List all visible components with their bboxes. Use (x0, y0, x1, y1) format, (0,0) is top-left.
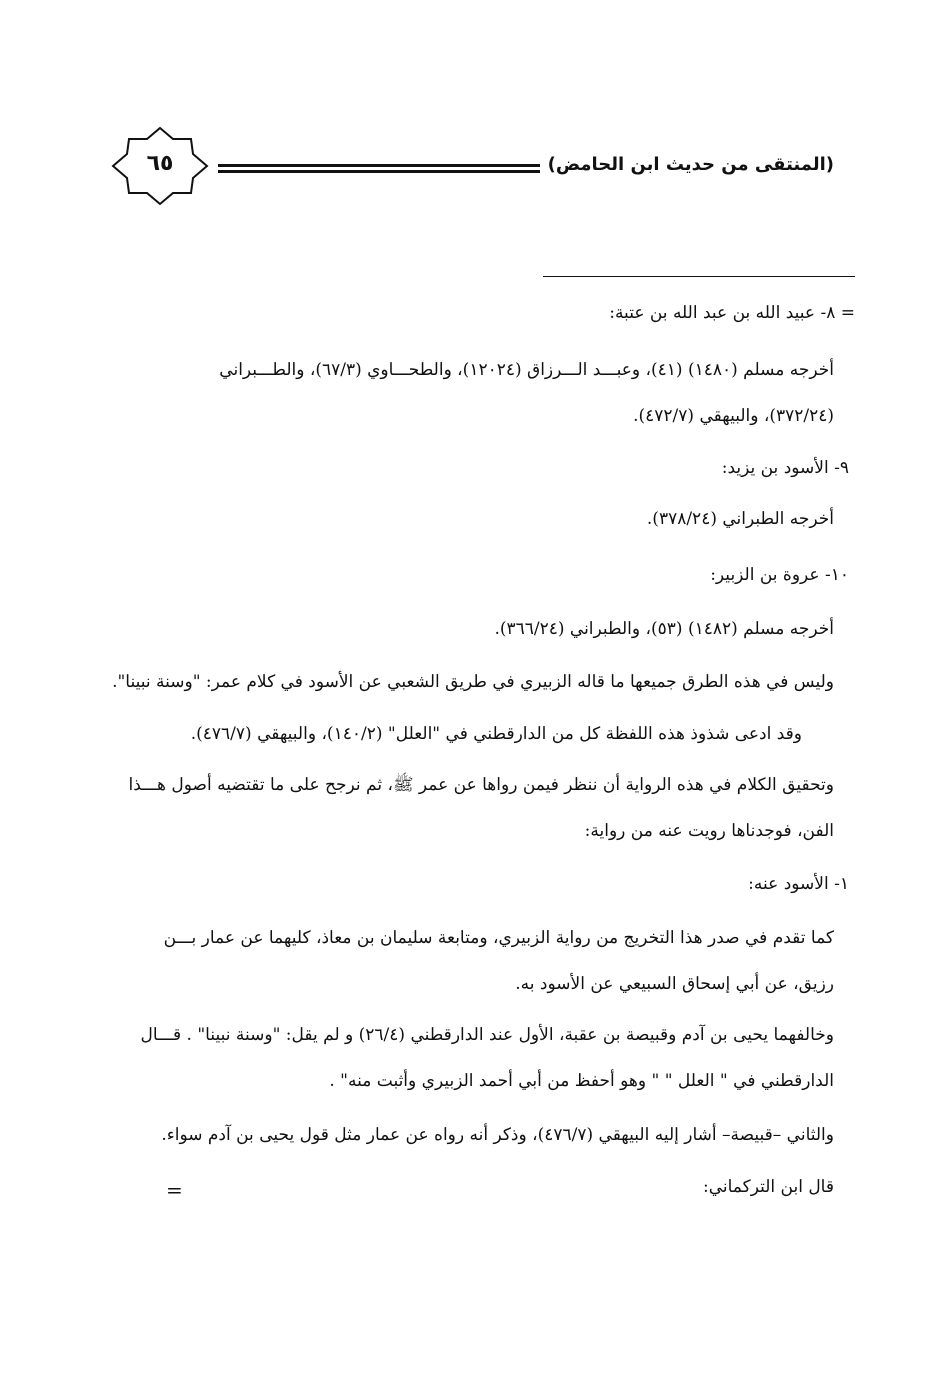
text-line: أخرجه مسلم (١٤٨٢) (٥٣)، والطبراني (٣٦٦/٢٤). (494, 619, 834, 639)
page-number: ٦٥ (146, 151, 174, 176)
text-line: أخرجه مسلم (١٤٨٠) (٤١)، وعبـــد الـــرزاق (١٢٠٢٤)، والطحـــاوي (٦٧/٣)، والطـــبراني (219, 360, 834, 380)
text-line: = ٨- عبيد الله بن عبد الله بن عتبة: (609, 303, 855, 323)
text-line: كما تقدم في صدر هذا التخريج من رواية الزبيري، ومتابعة سليمان بن معاذ، كليهما عن عمار بـــن (163, 928, 834, 948)
text-line: ١- الأسود عنه: (748, 874, 849, 894)
text-line: وتحقيق الكلام في هذه الرواية أن ننظر فيمن رواها عن عمر ﷺ، ثم نرجح على ما تقتضيه أصول هـــذا (128, 775, 834, 795)
text-line: قال ابن التركماني: (702, 1177, 834, 1197)
text-line: والثاني –قبيصة– أشار إليه البيهقي (٤٧٦/٧)، وذكر أنه رواه عن عمار مثل قول يحيى بن آدم سواء. (161, 1125, 834, 1145)
text-line: ٩- الأسود بن يزيد: (721, 458, 849, 478)
footnote-separator (543, 276, 855, 277)
text-line: وخالفهما يحيى بن آدم وقبيصة بن عقبة، الأول عند الدارقطني (٢٦/٤) و لم يقل: "وسنة نبينا" . قـــال (140, 1025, 834, 1045)
text-line: ١٠- عروة بن الزبير: (710, 565, 849, 585)
text-line: أخرجه الطبراني (٣٧٨/٢٤). (646, 509, 834, 529)
continuation-mark: = (166, 1178, 183, 1202)
text-line: (٣٧٢/٢٤)، والبيهقي (٤٧٢/٧). (633, 406, 834, 426)
text-line: وليس في هذه الطرق جميعها ما قاله الزبيري في طريق الشعبي عن الأسود في كلام عمر: "وسنة نبينا". (112, 672, 834, 692)
text-line: الدارقطني في " العلل " " وهو أحفظ من أبي أحمد الزبيري وأثبت منه" . (329, 1071, 834, 1091)
text-line: وقد ادعى شذوذ هذه اللفظة كل من الدارقطني في "العلل" (١٤٠/٢)، والبيهقي (٤٧٦/٧). (190, 724, 802, 744)
header-double-rule (218, 164, 540, 173)
text-line: الفن، فوجدناها رويت عنه من رواية: (584, 821, 834, 841)
text-line: رزيق، عن أبي إسحاق السبيعي عن الأسود به. (515, 974, 834, 994)
running-header-title: (المنتقى من حديث ابن الحامض) (547, 154, 834, 175)
